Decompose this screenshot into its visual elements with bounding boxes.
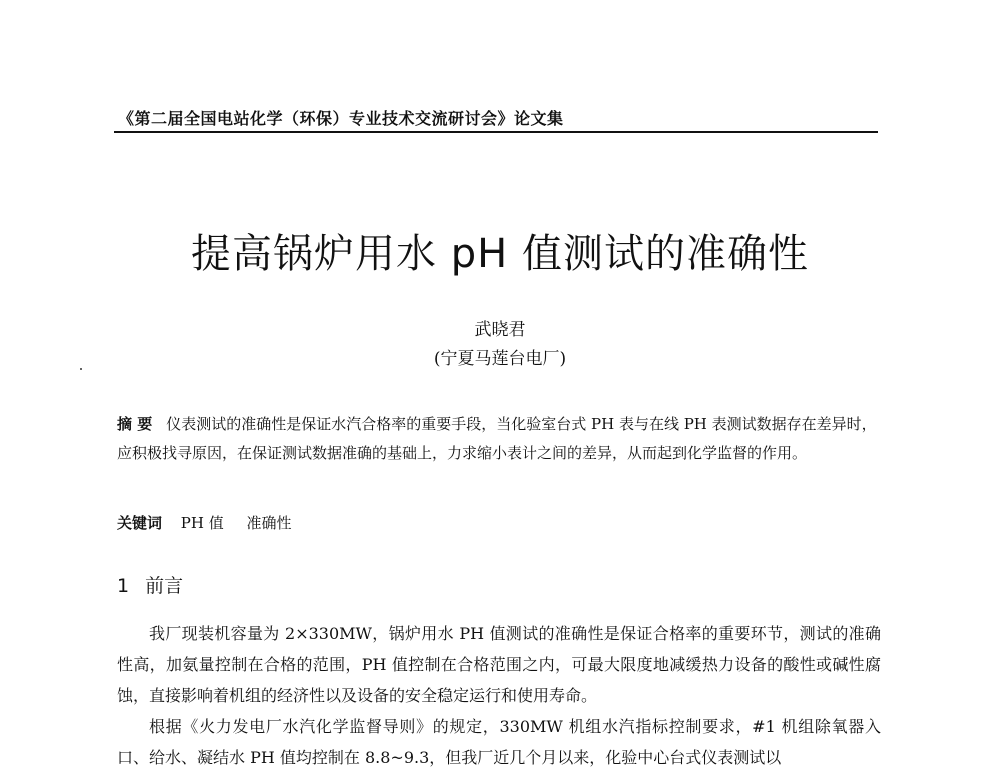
- body-text: [117, 618, 881, 773]
- keyword-item: 准确性: [246, 514, 292, 532]
- header-rule: [114, 131, 878, 133]
- running-header: 《第二届全国电站化学（环保）专业技术交流研讨会》论文集: [118, 109, 564, 128]
- keywords: [117, 512, 310, 533]
- author-affiliation: (宁夏马莲台电厂): [433, 349, 567, 369]
- body-paragraph: 根据《火力发电厂水汽化学监督导则》的规定，330MW 机组水汽指标控制要求，#1 机组除氧器入口、给水、凝结水 PH 值均控制在 8.8~9.3，但我厂近几个月以来，化验中心台式仪表测试以: [117, 717, 881, 767]
- scan-speck: [80, 368, 82, 370]
- abstract-text: 仪表测试的准确性是保证水汽合格率的重要手段，当化验室台式 PH 表与在线 PH 表测试数据存在差异时，应积极找寻原因，在保证测试数据准确的基础上，力求缩小表计之间的差异，从而起到化学监督的作用。: [117, 415, 877, 462]
- author-name: 武晓君: [474, 320, 526, 340]
- abstract: [117, 410, 880, 468]
- body-paragraph: 我厂现装机容量为 2×330MW，锅炉用水 PH 值测试的准确性是保证合格率的重要环节，测试的准确性高，加氨量控制在合格的范围，PH 值控制在合格范围之内，可最大限度地减缓热力设备的酸性或碱性腐蚀，直接影响着机组的经济性以及设备的安全稳定运行和使用寿命。: [117, 624, 881, 705]
- keywords-label: 关键词: [117, 514, 163, 532]
- section-title: 前言: [145, 575, 184, 597]
- abstract-label: 摘 要: [117, 415, 153, 433]
- section-heading: [117, 571, 183, 598]
- section-number: 1: [117, 575, 130, 597]
- paper-title: 提高锅炉用水 pH 值测试的准确性: [191, 231, 809, 277]
- keyword-item: PH 值: [180, 514, 224, 532]
